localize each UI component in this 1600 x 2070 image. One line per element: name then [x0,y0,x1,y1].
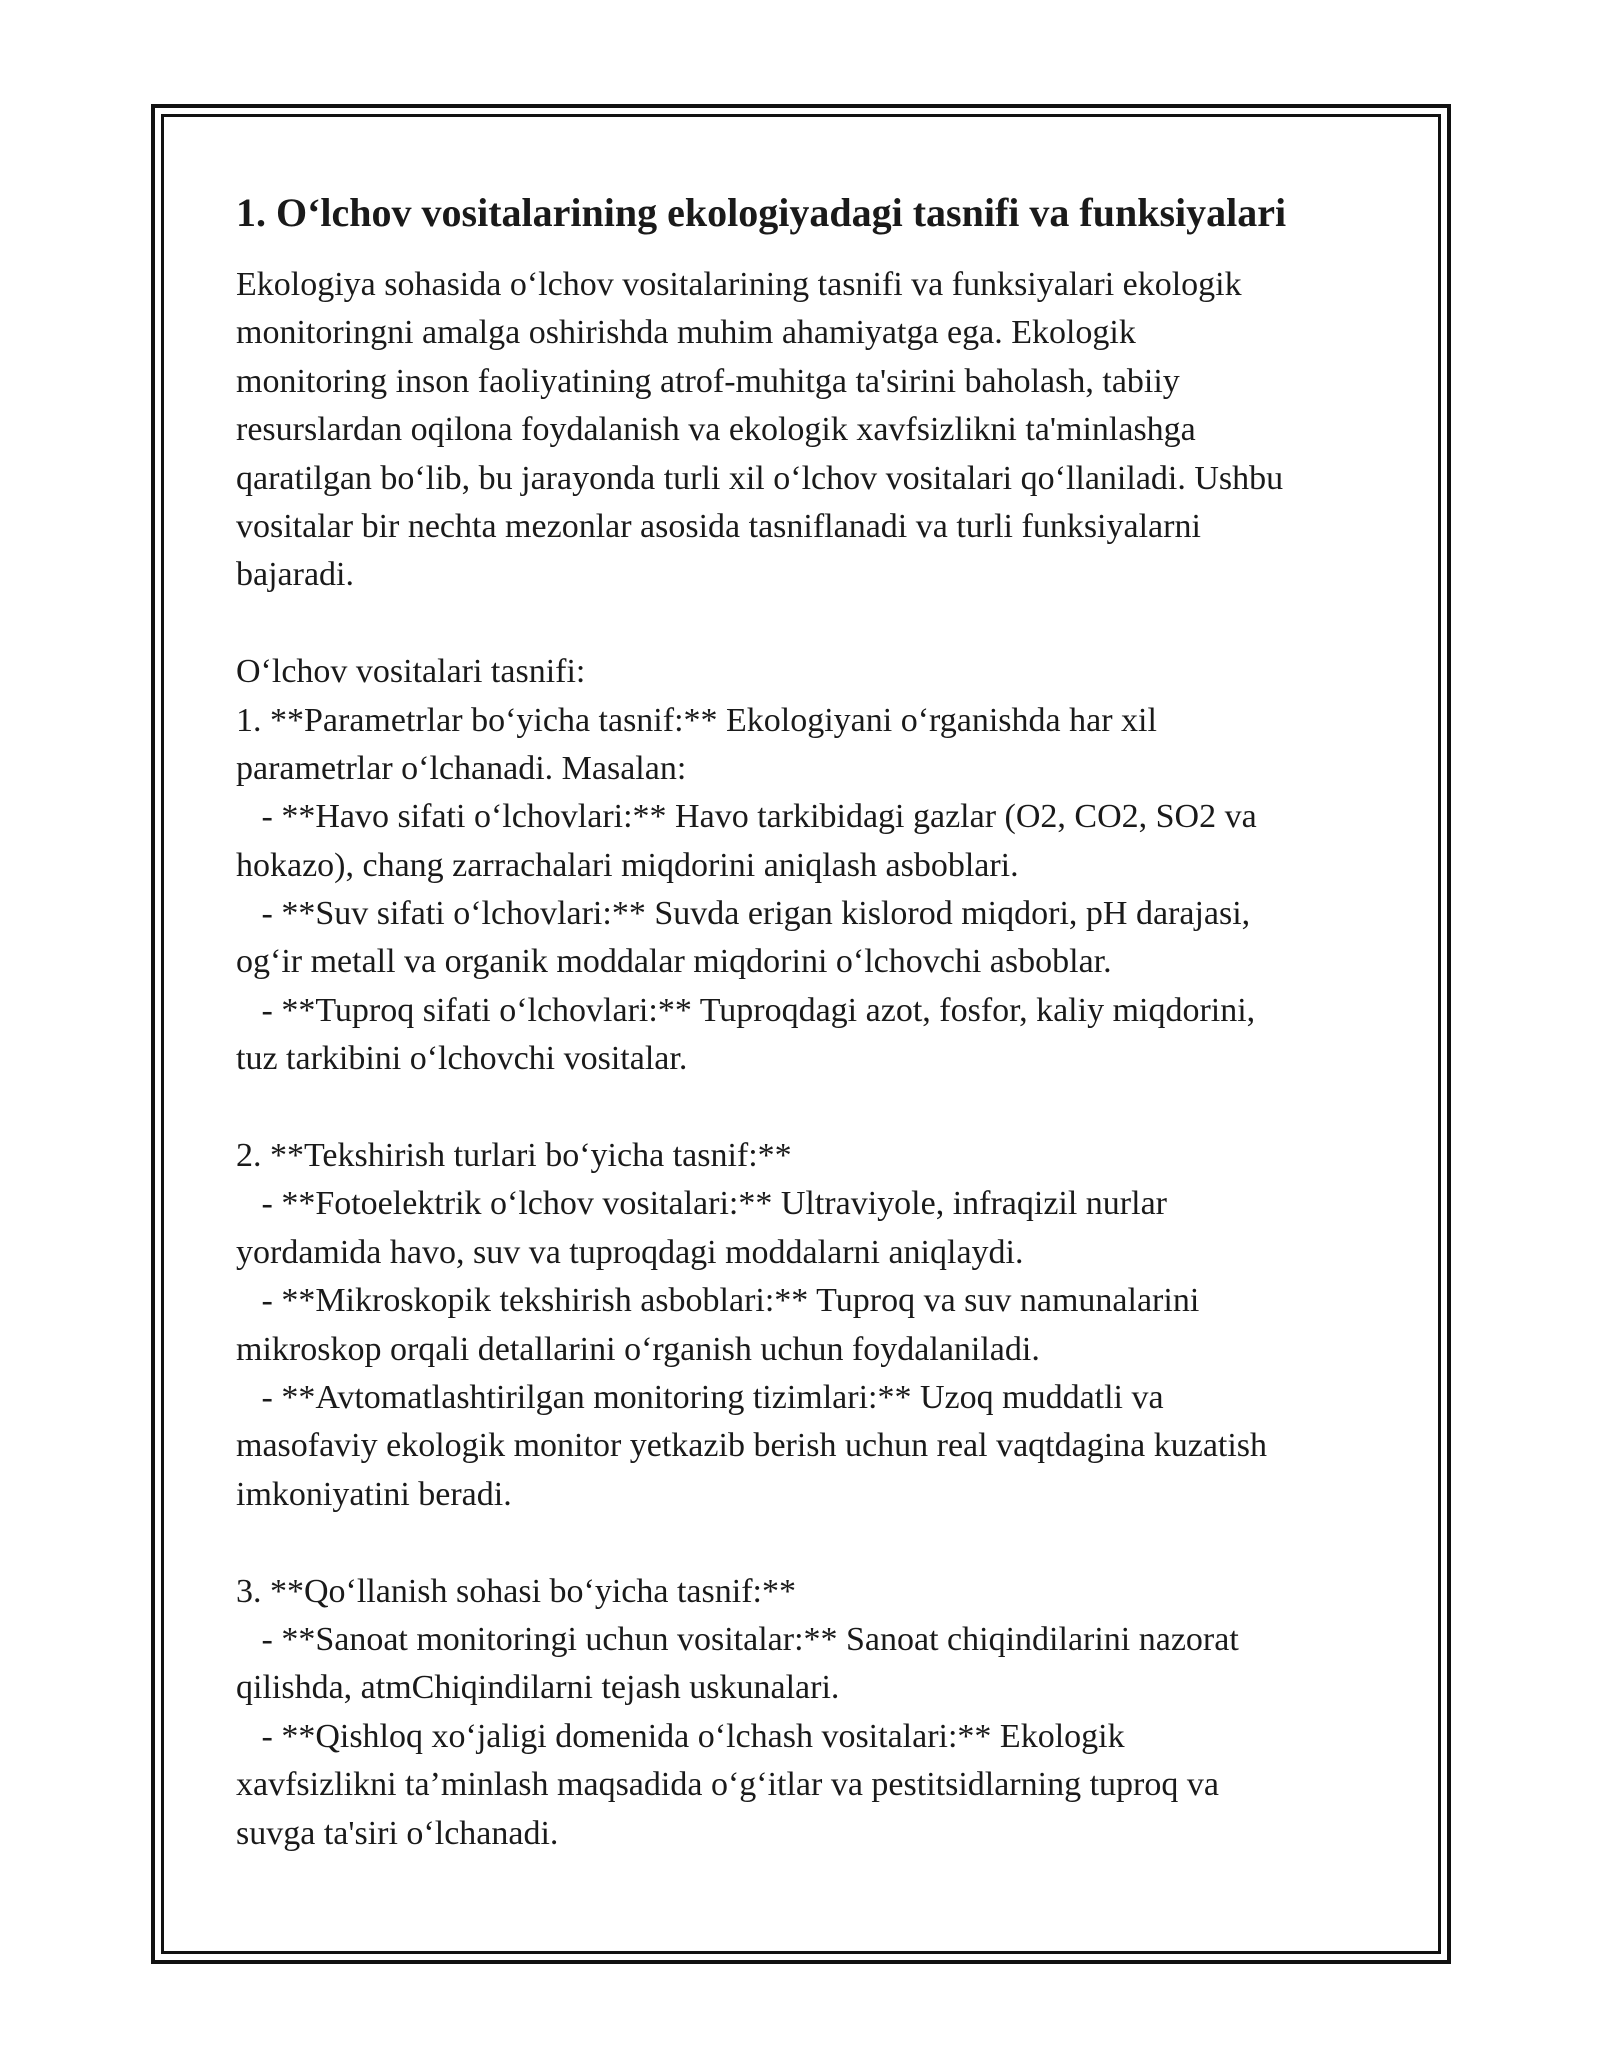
text-line: monitoring inson faoliyatining atrof-muhitga ta'sirini baholash, tabiiy [236,362,1180,400]
paragraph-gap [236,1084,1376,1132]
text-line: bajaradi. [236,556,354,594]
text-line: masofaviy ekologik monitor yetkazib berish uchun real vaqtdagina kuzatish [236,1427,1268,1465]
intro-paragraph [236,261,1376,600]
parameter-classification [236,648,1376,1084]
text-line: - **Sanoat monitoringi uchun vositalar:** Sanoat chiqindilarini nazorat [236,1620,1239,1658]
text-line: tuz tarkibini o‘lchovchi vositalar. [236,1040,688,1078]
text-line: 2. **Tekshirish turlari bo‘yicha tasnif:** [236,1137,792,1175]
text-line: qilishda, atmChiqindilarni tejash uskunalari. [236,1669,840,1707]
application-classification [236,1568,1376,1858]
text-line: - **Mikroskopik tekshirish asboblari:** Tuproq va suv namunalarini [236,1282,1200,1320]
text-line: Ekologiya sohasida o‘lchov vositalarining tasnifi va funksiyalari ekologik [236,266,1242,303]
text-line: qaratilgan bo‘lib, bu jarayonda turli xil o‘lchov vositalari qo‘llaniladi. Ushbu [236,459,1284,497]
text-line: xavfsizlikni ta’minlash maqsadida o‘g‘itlar va pestitsidlarning tuproq va [236,1766,1219,1804]
text-line: mikroskop orqali detallarini o‘rganish uchun foydalaniladi. [236,1330,1040,1368]
text-line: imkoniyatini beradi. [236,1475,512,1513]
paragraph-gap [236,1519,1376,1567]
text-line: parametrlar o‘lchanadi. Masalan: [236,749,687,787]
section-heading: 1. O‘lchov vositalarining ekologiyadagi tasnifi va funksiyalari [236,190,1287,235]
text-line: og‘ir metall va organik moddalar miqdorini o‘lchovchi asboblar. [236,943,1112,981]
text-line: 3. **Qo‘llanish sohasi bo‘yicha tasnif:** [236,1572,796,1610]
inspection-classification [236,1132,1376,1519]
text-line: - **Qishloq xo‘jaligi domenida o‘lchash vositalari:** Ekologik [236,1717,1125,1755]
text-line: - **Fotoelektrik o‘lchov vositalari:** Ultraviyole, infraqizil nurlar [236,1185,1167,1223]
text-line: suvga ta'siri o‘lchanadi. [236,1814,559,1852]
text-line: hokazo), chang zarrachalari miqdorini aniqlash asboblari. [236,846,1019,884]
text-line: yordamida havo, suv va tuproqdagi moddalarni aniqlaydi. [236,1233,1024,1271]
text-line: - **Tuproq sifati o‘lchovlari:** Tuproqdagi azot, fosfor, kaliy miqdorini, [236,991,1256,1029]
text-line: - **Avtomatlashtirilgan monitoring tizimlari:** Uzoq muddatli va [236,1378,1164,1416]
text-line: resurslardan oqilona foydalanish va ekologik xavfsizlikni ta'minlashga [236,411,1196,449]
text-line: - **Havo sifati o‘lchovlari:** Havo tarkibidagi gazlar (O2, CO2, SO2 va [236,798,1257,836]
text-line: vositalar bir nechta mezonlar asosida tasniflanadi va turli funksiyalarni [236,507,1201,545]
text-line: - **Suv sifati o‘lchovlari:** Suvda erigan kislorod miqdori, pH darajasi, [236,895,1251,933]
text-line: O‘lchov vositalari tasnifi: [236,653,586,691]
document-body [236,185,1376,1858]
paragraph-gap [236,600,1376,648]
text-line: monitoringni amalga oshirishda muhim ahamiyatga ega. Ekologik [236,314,1136,352]
text-line: 1. **Parametrlar bo‘yicha tasnif:** Ekologiyani o‘rganishda har xil [236,701,1157,739]
